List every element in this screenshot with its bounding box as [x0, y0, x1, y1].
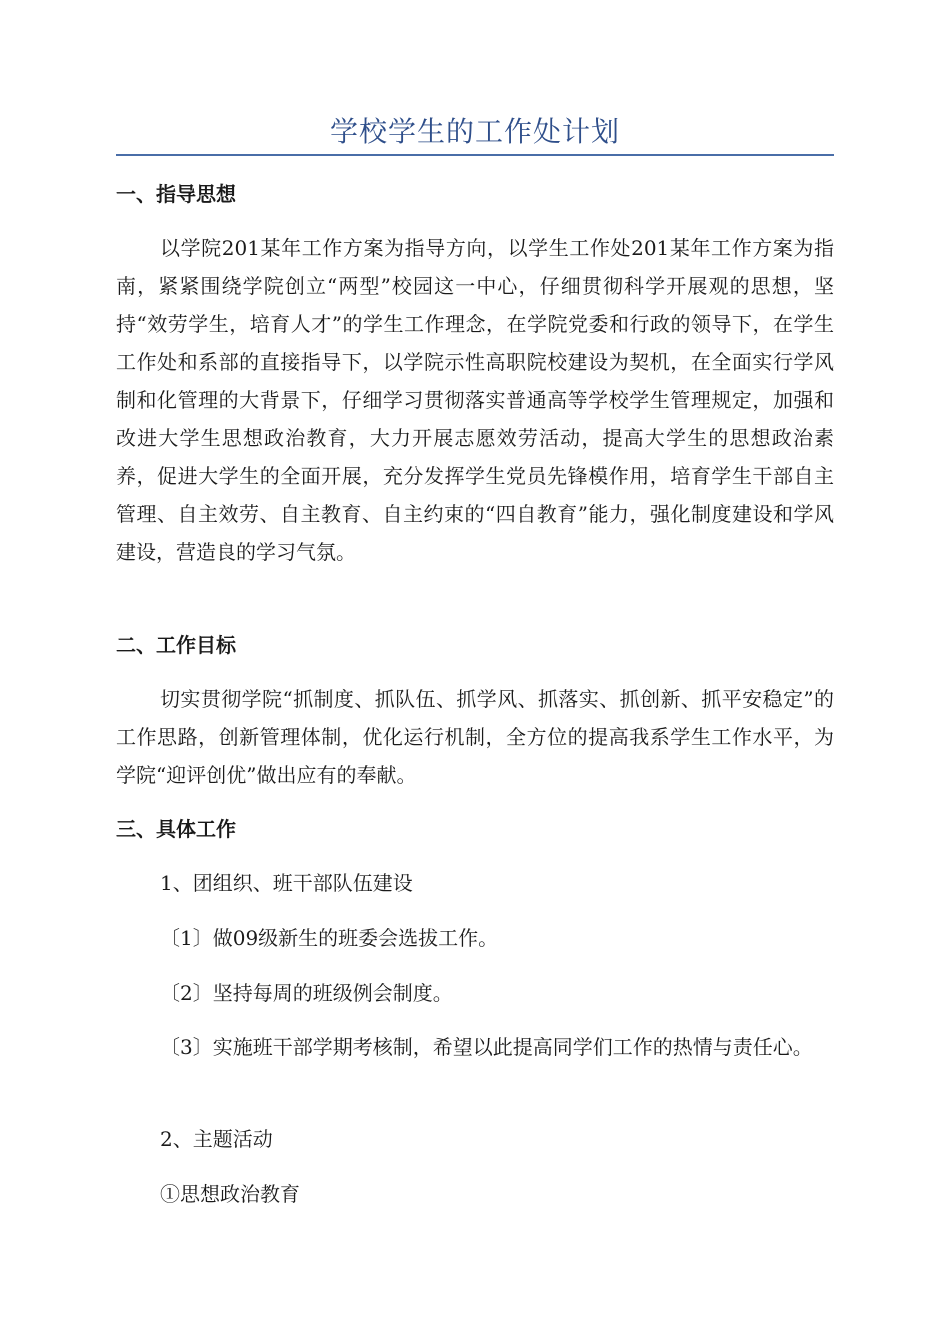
section-heading-specific-work: 三、具体工作 — [116, 817, 236, 841]
section-heading-guiding-ideology: 一、指导思想 — [116, 182, 236, 206]
section-paragraph-work-goals: 切实贯彻学院“抓制度、抓队伍、抓学风、抓落实、抓创新、抓平安稳定”的工作思路，创新管理体制，优化运行机制，全方位的提高我系学生工作水平，为学院“迎评创优”做出应有的奉献。 — [116, 687, 834, 787]
title-underline — [116, 154, 834, 156]
section-paragraph-guiding-ideology: 以学院201某年工作方案为指导方向，以学生工作处201某年工作方案为指南，紧紧围绕学院创立“两型”校园这一中心，仔细贯彻科学开展观的思想，坚持“效劳学生，培育人才”的学生工作理念，在学院党委和行政的领导下，在学生工作处和系部的直接指导下，以学院示性高职院校建设为契机，在全面实行学风制和化管理的大背景下，仔细学习贯彻落实普通高等学校学生管理规定，加强和改进大学生思想政治教育，大力开展志愿效劳活动，提高大学生的思想政治素养，促进大学生的全面开展，充分发挥学生党员先锋模作用，培育学生干部自主管理、自主效劳、自主教育、自主约束的“四自教育”能力，强化制度建设和学风建设，营造良的学习气氛。 — [116, 236, 834, 564]
list-item: 〔3〕实施班干部学期考核制，希望以此提高同学们工作的热情与责任心。 — [160, 1035, 813, 1059]
section-heading-work-goals: 二、工作目标 — [116, 633, 236, 657]
document-title: 学校学生的工作处计划 — [329, 115, 620, 148]
list-item: 〔2〕坚持每周的班级例会制度。 — [160, 981, 453, 1005]
list-item: 〔1〕做09级新生的班委会选拔工作。 — [160, 926, 499, 950]
list-item: 2、主题活动 — [160, 1127, 273, 1151]
list-item: 1、团组织、班干部队伍建设 — [160, 871, 413, 895]
list-item: ①思想政治教育 — [160, 1182, 300, 1206]
